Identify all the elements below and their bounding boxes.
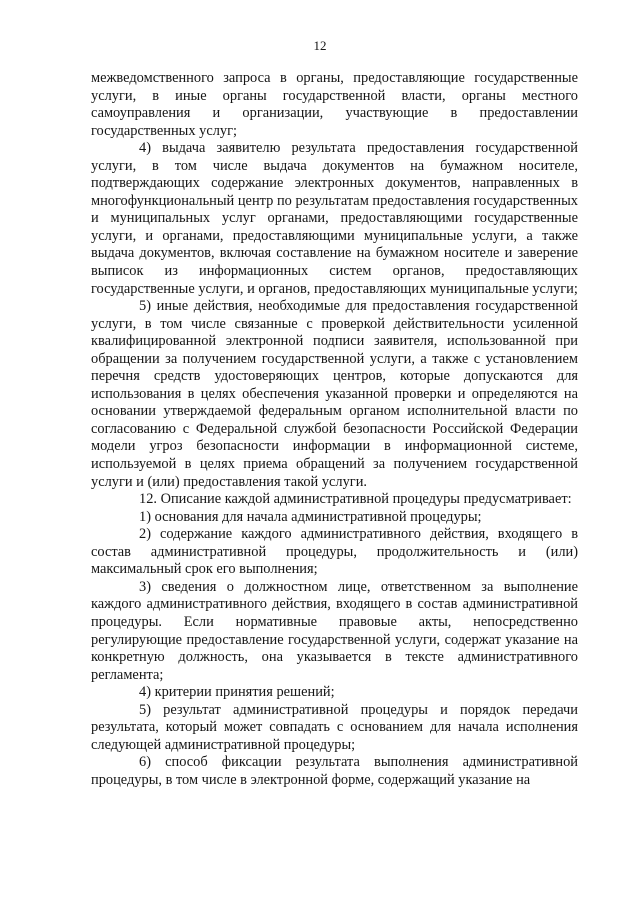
document-body: [91, 70, 578, 789]
paragraph-continuation: межведомственного запроса в органы, предоставляющие государственные услуги, в иные органы государственной власти, органы местного самоуправления и организации, участвующие в предоставлении государственных услуг;: [91, 70, 578, 139]
paragraph-item-4: 4) выдача заявителю результата предоставления государственной услуги, в том числе выдача документов на бумажном носителе, подтверждающих содержание электронных документов, направленных в многофункциональный центр по результатам предоставления государственных и муниципальных услуг органами, предоставляющими государственные услуги, и органами, предоставляющими муниципальные услуги, а также выдача документов, включая составление на бумажном носителе и заверение выписок из информационных систем органов, предоставляющих государственные услуги, и органов, предоставляющих муниципальные услуги;: [91, 140, 578, 297]
paragraph-subitem-1: 1) основания для начала административной процедуры;: [139, 508, 482, 525]
page-number: 12: [313, 38, 327, 53]
paragraph-subitem-5: 5) результат административной процедуры и порядок передачи результата, который может совпадать с основанием для начала исполнения следующей административной процедуры;: [91, 701, 578, 753]
paragraph-item-5: 5) иные действия, необходимые для предоставления государственной услуги, в том числе связанные с проверкой действительности усиленной квалифицированной электронной подписи заявителя, использованной при обращении за получением государственной услуги, а также с установлением перечня средств удостоверяющих центров, которые допускаются для использования в целях обеспечения указанной проверки и определяются на основании утверждаемой федеральным органом исполнительной власти по согласованию с Федеральной службой безопасности Российской Федерации модели угроз безопасности информации в информационной системе, используемой в целях приема обращений за получением государственной услуги и (или) предоставления такой услуги.: [91, 298, 578, 490]
paragraph-subitem-6: 6) способ фиксации результата выполнения административной процедуры, в том числе в электронной форме, содержащий указание на: [91, 754, 578, 788]
paragraph-section-12: 12. Описание каждой административной процедуры предусматривает:: [139, 491, 572, 508]
paragraph-subitem-2: 2) содержание каждого административного действия, входящего в состав административной процедуры, продолжительность и (или) максимальный срок его выполнения;: [91, 526, 578, 578]
paragraph-subitem-3: 3) сведения о должностном лице, ответственном за выполнение каждого административного действия, входящего в состав административной процедуры. Если нормативные правовые акты, непосредственно регулирующие предоставление государственной услуги, содержат указание на конкретную должность, она указывается в тексте административного регламента;: [91, 578, 578, 683]
paragraph-subitem-4: 4) критерии принятия решений;: [139, 684, 335, 701]
